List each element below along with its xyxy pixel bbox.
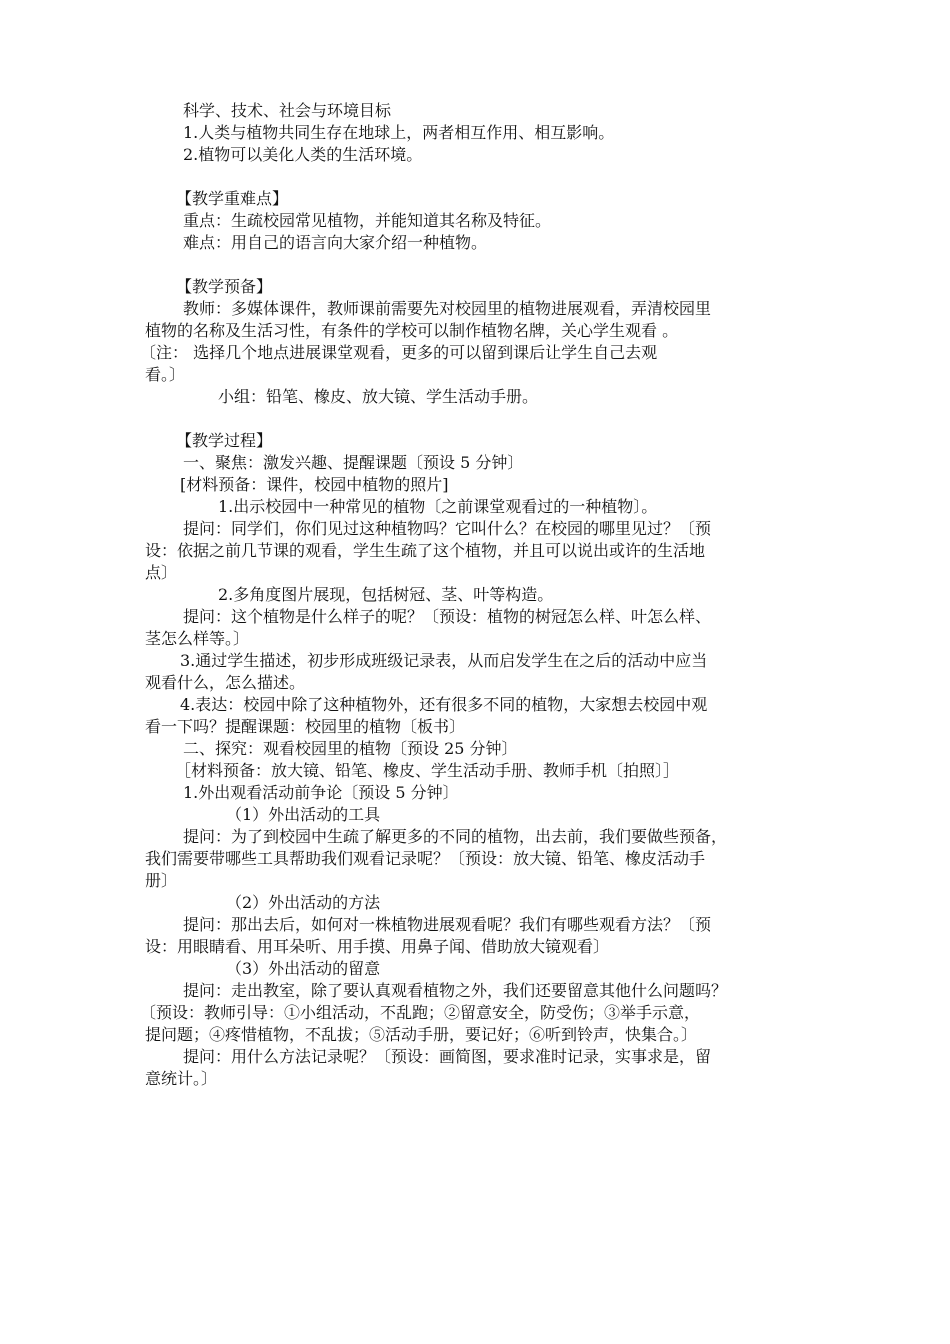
stage-1-heading: 一、聚焦：激发兴趣、提醒课题〔预设 5 分钟〕 (183, 453, 524, 472)
stage-1-question-1-line-2: 设：依据之前几节课的观看，学生生疏了这个植物，并且可以说出或许的生活地 (145, 541, 706, 560)
stage-1-materials: [材料预备：课件，校园中植物的照片] (180, 475, 449, 494)
goal-item-2: 2.植物可以美化人类的生活环境。 (183, 145, 423, 164)
key-point-text: 重点：生疏校园常见植物，并能知道其名称及特征。 (183, 211, 552, 230)
stage-2-sub-1-heading: （1）外出活动的工具 (226, 805, 381, 824)
stage-2-sub-3-line-1: 提问：走出教室，除了要认真观看植物之外，我们还要留意其他什么问题吗？ (183, 981, 728, 1000)
stage-2-heading: 二、探究：观看校园里的植物〔预设 25 分钟〕 (183, 739, 518, 758)
stage-1-step-4-line-1: 4.表达：校园中除了这种植物外，还有很多不同的植物，大家想去校园中观 (180, 695, 708, 714)
stage-2-sub-1-line-2: 我们需要带哪些工具帮助我们观看记录呢？〔预设：放大镜、铅笔、橡皮活动手 (145, 849, 706, 868)
stage-2-sub-2-line-2: 设：用眼睛看、用耳朵听、用手摸、用鼻子闻、借助放大镜观看〕 (145, 937, 610, 956)
teacher-prep-note-line-2: 看。〕 (145, 365, 186, 384)
stage-2-materials: ［材料预备：放大镜、铅笔、橡皮、学生活动手册、教师手机〔拍照〕］ (175, 761, 680, 780)
stage-2-record-question-line-1: 提问：用什么方法记录呢？〔预设：画简图，要求准时记录，实事求是，留 (183, 1047, 712, 1066)
group-prep-text: 小组：铅笔、橡皮、放大镜、学生活动手册。 (218, 387, 539, 406)
stage-2-sub-2-line-1: 提问：那出去后，如何对一株植物进展观看呢？我们有哪些观看方法？〔预 (183, 915, 712, 934)
stage-2-sub-1-line-3: 册〕 (145, 871, 178, 890)
stage-1-step-2: 2.多角度图片展现，包括树冠、茎、叶等构造。 (218, 585, 554, 604)
stage-2-sub-3-heading: （3）外出活动的留意 (226, 959, 381, 978)
stage-2-step-1: 1.外出观看活动前争论〔预设 5 分钟〕 (183, 783, 459, 802)
section-heading-key-points: 【教学重难点】 (176, 189, 289, 208)
stage-1-question-1-line-3: 点〕 (145, 563, 178, 582)
section-heading-preparation: 【教学预备】 (176, 277, 273, 296)
stage-2-sub-2-heading: （2）外出活动的方法 (226, 893, 381, 912)
stage-2-sub-3-line-2: 〔预设：教师引导：①小组活动，不乱跑；②留意安全，防受伤；③举手示意， (140, 1003, 701, 1022)
stage-1-question-1-line-1: 提问：同学们，你们见过这种植物吗？它叫什么？在校园的哪里见过？〔预 (183, 519, 712, 538)
stage-1-step-3-line-1: 3.通过学生描述，初步形成班级记录表，从而启发学生在之后的活动中应当 (180, 651, 708, 670)
stage-1-step-3-line-2: 观看什么，怎么描述。 (145, 673, 306, 692)
stage-2-sub-1-line-1: 提问：为了到校园中生疏了解更多的不同的植物，出去前，我们要做些预备， (183, 827, 728, 846)
stage-2-sub-3-line-3: 提问题；④疼惜植物，不乱拔；⑤活动手册，要记好；⑥听到铃声，快集合。〕 (145, 1025, 698, 1044)
stage-1-question-2-line-2: 茎怎么样等。〕 (145, 629, 250, 648)
difficult-point-text: 难点：用自己的语言向大家介绍一种植物。 (183, 233, 488, 252)
teacher-prep-line-1: 教师：多媒体课件，教师课前需要先对校园里的植物进展观看，弄清校园里 (183, 299, 712, 318)
goal-item-1: 1.人类与植物共同生存在地球上，两者相互作用、相互影响。 (183, 123, 615, 142)
stage-1-step-4-line-2: 看一下吗？提醒课题：校园里的植物〔板书〕 (145, 717, 466, 736)
stage-1-question-2-line-1: 提问：这个植物是什么样子的呢？〔预设：植物的树冠怎么样、叶怎么样、 (183, 607, 712, 626)
section-heading-process: 【教学过程】 (176, 431, 273, 450)
stage-2-record-question-line-2: 意统计。〕 (145, 1069, 218, 1088)
teacher-prep-note-line-1: 〔注： 选择几个地点进展课堂观看，更多的可以留到课后让学生自己去观 (140, 343, 658, 362)
section-heading-sts-goals: 科学、技术、社会与环境目标 (183, 101, 392, 120)
teacher-prep-line-2: 植物的名称及生活习性，有条件的学校可以制作植物名牌，关心学生观看 。 (145, 321, 679, 340)
stage-1-step-1: 1.出示校园中一种常见的植物〔之前课堂观看过的一种植物〕。 (218, 497, 658, 516)
